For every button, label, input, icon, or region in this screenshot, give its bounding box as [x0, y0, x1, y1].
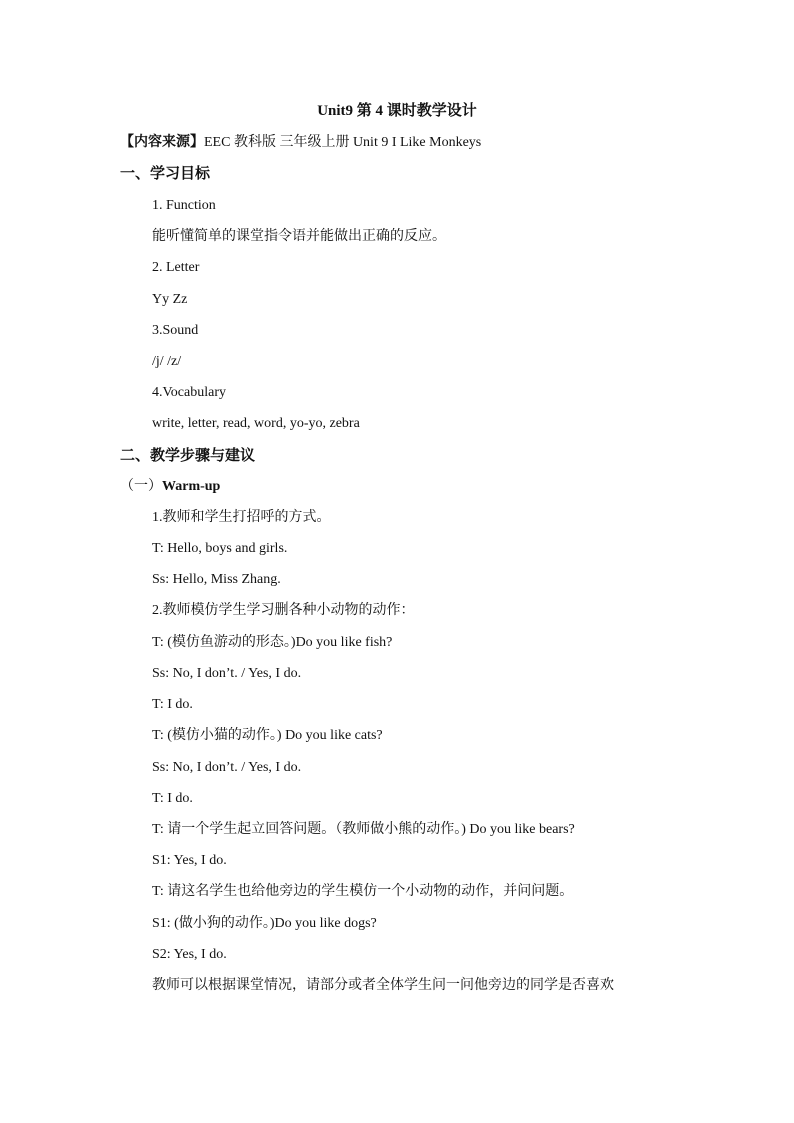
step-line: Ss: No, I don’t. / Yes, I do.: [152, 760, 302, 775]
step-line: S1: (做小狗的动作。)Do you like dogs?: [152, 916, 377, 931]
goal-line: /j/ /z/: [152, 354, 182, 369]
step-line: T: (模仿鱼游动的形态。)Do you like fish?: [152, 635, 393, 650]
sub-heading-warm-up: [120, 477, 220, 497]
goal-line: Yy Zz: [152, 292, 188, 307]
step-line: 教师可以根据课堂情况，请部分或者全体学生问一问他旁边的同学是否喜欢: [152, 978, 614, 993]
document-title: Unit9 第 4 课时教学设计: [317, 103, 477, 119]
section-heading-learning-goals: 一、学习目标: [120, 166, 211, 182]
goal-line: 能听懂简单的课堂指令语并能做出正确的反应。: [152, 229, 446, 244]
goal-line: 3.Sound: [152, 323, 199, 338]
step-line: Ss: Hello, Miss Zhang.: [152, 572, 281, 587]
step-line: T: Hello, boys and girls.: [152, 541, 288, 556]
content-source: [120, 133, 481, 153]
content-source-text: EEC 教科版 三年级上册 Unit 9 I Like Monkeys: [204, 135, 482, 150]
step-line: T: (模仿小猫的动作。) Do you like cats?: [152, 728, 383, 743]
goal-line: write, letter, read, word, yo-yo, zebra: [152, 416, 360, 431]
step-line: S2: Yes, I do.: [152, 947, 227, 962]
goal-line: 1. Function: [152, 198, 216, 213]
step-line: Ss: No, I don’t. / Yes, I do.: [152, 666, 302, 681]
step-line: 1.教师和学生打招呼的方式。: [152, 510, 331, 525]
sub-heading-prefix: （一）: [120, 479, 162, 494]
step-line: T: 请一个学生起立回答问题。（教师做小熊的动作。) Do you like bears?: [152, 822, 575, 837]
content-source-label: 【内容来源】: [120, 135, 204, 150]
goal-line: 4.Vocabulary: [152, 385, 226, 400]
step-line: T: I do.: [152, 791, 193, 806]
step-line: T: 请这名学生也给他旁边的学生模仿一个小动物的动作，并问问题。: [152, 884, 574, 899]
step-line: 2.教师模仿学生学习删各种小动物的动作：: [152, 603, 415, 618]
step-line: T: I do.: [152, 697, 193, 712]
section-heading-teaching-steps: 二、教学步骤与建议: [120, 448, 256, 464]
sub-heading-label: Warm-up: [162, 479, 221, 494]
goal-line: 2. Letter: [152, 260, 200, 275]
step-line: S1: Yes, I do.: [152, 853, 227, 868]
